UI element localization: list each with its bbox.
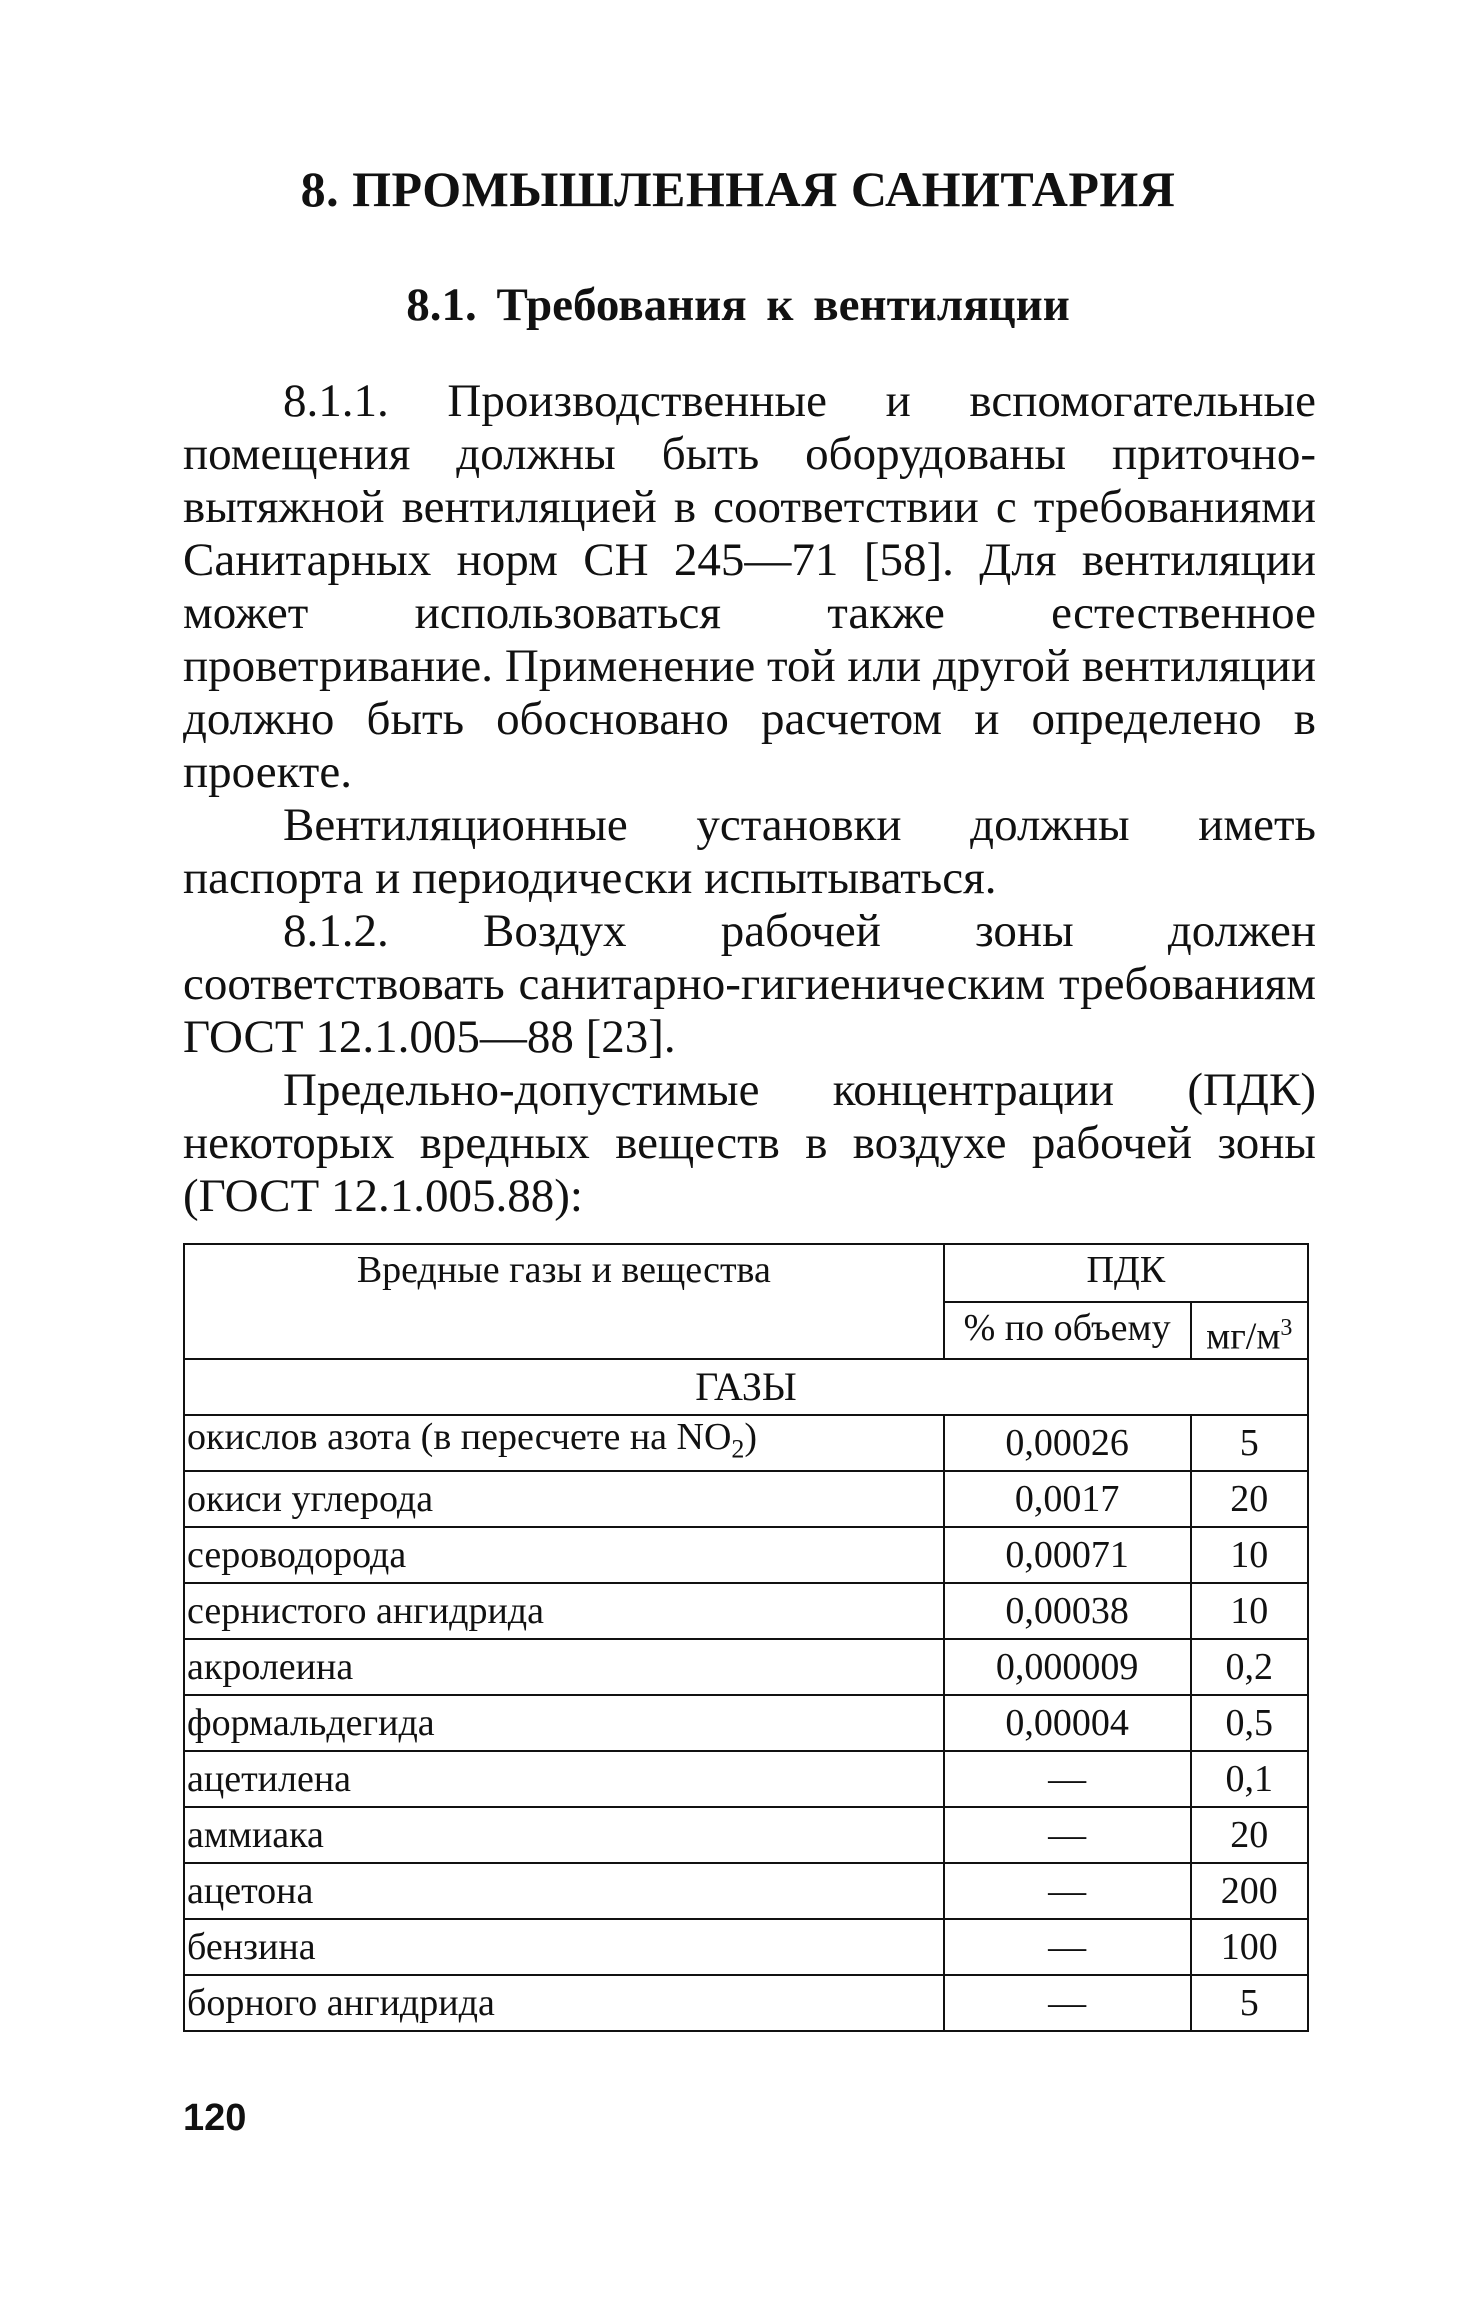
- volume-percent-cell: —: [944, 1919, 1191, 1975]
- substance-name-cell: [184, 1583, 944, 1639]
- body-text: [183, 375, 1316, 1223]
- substance-name-cell: [184, 1695, 944, 1751]
- pdk-table: [183, 1243, 1309, 2032]
- substance-name: акролеина: [187, 1646, 354, 1689]
- paragraph: Вентиляционные установки должны иметь паспорта и периодически испытываться.: [183, 799, 1316, 904]
- section-heading: 8.1. Требования к вентиляции: [406, 279, 1070, 331]
- mg-unit-exponent: 3: [1280, 1315, 1293, 1341]
- mg-per-m3-cell: 5: [1191, 1975, 1308, 2031]
- paragraph: 8.1.2. Воздух рабочей зоны должен соответствовать санитарно-гигиеническим требованиям ГОСТ 12.1.005—88 [23].: [183, 905, 1316, 1063]
- table-row: [184, 1975, 1308, 2031]
- substance-name-cell: [184, 1415, 944, 1472]
- mg-per-m3-cell: 100: [1191, 1919, 1308, 1975]
- substance-name-cell: [184, 1527, 944, 1583]
- substance-name: сероводорода: [187, 1534, 407, 1577]
- substance-name-cell: [184, 1751, 944, 1807]
- substance-name: формальдегида: [187, 1702, 435, 1745]
- substance-name-cell: [184, 1919, 944, 1975]
- chapter-heading: 8. ПРОМЫШЛЕННАЯ САНИТАРИЯ: [300, 161, 1176, 217]
- volume-percent-cell: 0,00004: [944, 1695, 1191, 1751]
- table-row: [184, 1695, 1308, 1751]
- paragraph: 8.1.1. Производственные и вспомогательные помещения должны быть оборудованы приточно-вытяжной вентиляцией в соответствии с требованиями Санитарных норм СН 245—71 [58]. Для вентиляции может использоваться также естественное проветривание. Применение той или другой вентиляции должно быть обосновано расчетом и определено в проекте.: [183, 375, 1316, 798]
- volume-percent-cell: 0,00038: [944, 1583, 1191, 1639]
- substance-name: борного ангидрида: [187, 1982, 495, 2025]
- table-row: [184, 1415, 1308, 1472]
- volume-percent-cell: —: [944, 1807, 1191, 1863]
- substance-name: бензина: [187, 1926, 316, 1969]
- formula-subscript: 2: [731, 1434, 745, 1464]
- table-row: [184, 1807, 1308, 1863]
- pdk-column-header: ПДК: [944, 1244, 1308, 1302]
- substance-name-tail: ): [744, 1415, 758, 1458]
- substance-name: аммиака: [187, 1814, 324, 1857]
- mg-per-m3-cell: 20: [1191, 1471, 1308, 1527]
- substance-column-header: Вредные газы и вещества: [184, 1244, 944, 1359]
- mg-per-m3-header: [1191, 1302, 1308, 1359]
- mg-per-m3-cell: 10: [1191, 1527, 1308, 1583]
- substance-name-cell: [184, 1471, 944, 1527]
- substance-name: ацетилена: [187, 1758, 352, 1801]
- substance-name-cell: [184, 1863, 944, 1919]
- table-row: [184, 1471, 1308, 1527]
- volume-percent-header: % по объему: [944, 1302, 1191, 1359]
- volume-percent-cell: —: [944, 1975, 1191, 2031]
- table-row: [184, 1527, 1308, 1583]
- mg-per-m3-cell: 0,1: [1191, 1751, 1308, 1807]
- substance-name: ацетона: [187, 1870, 314, 1913]
- substance-name-cell: [184, 1639, 944, 1695]
- mg-per-m3-cell: 0,2: [1191, 1639, 1308, 1695]
- mg-per-m3-cell: 20: [1191, 1807, 1308, 1863]
- substance-name: окиси углерода: [187, 1478, 434, 1521]
- table-row: [184, 1751, 1308, 1807]
- mg-per-m3-cell: 0,5: [1191, 1695, 1308, 1751]
- volume-percent-cell: 0,0017: [944, 1471, 1191, 1527]
- page-number: 120: [183, 2097, 247, 2139]
- volume-percent-cell: 0,000009: [944, 1639, 1191, 1695]
- substance-name: сернистого ангидрида: [187, 1590, 544, 1633]
- volume-percent-cell: 0,00071: [944, 1527, 1191, 1583]
- substance-name: окислов азота (в пересчете на NO: [187, 1415, 732, 1458]
- mg-per-m3-cell: 5: [1191, 1415, 1308, 1472]
- section-row-gases: ГАЗЫ: [184, 1359, 1308, 1415]
- paragraph: Предельно-допустимые концентрации (ПДК) некоторых вредных веществ в воздухе рабочей зоны (ГОСТ 12.1.005.88):: [183, 1064, 1316, 1222]
- volume-percent-cell: 0,00026: [944, 1415, 1191, 1472]
- table-body: [184, 1359, 1308, 2032]
- table-row: [184, 1919, 1308, 1975]
- mg-per-m3-cell: 200: [1191, 1863, 1308, 1919]
- table-row: [184, 1583, 1308, 1639]
- mg-per-m3-cell: 10: [1191, 1583, 1308, 1639]
- substance-name-cell: [184, 1975, 944, 2031]
- mg-unit-text: мг/м: [1206, 1315, 1281, 1358]
- volume-percent-cell: —: [944, 1863, 1191, 1919]
- table-row: [184, 1639, 1308, 1695]
- table-row: [184, 1863, 1308, 1919]
- substance-name-cell: [184, 1807, 944, 1863]
- volume-percent-cell: —: [944, 1751, 1191, 1807]
